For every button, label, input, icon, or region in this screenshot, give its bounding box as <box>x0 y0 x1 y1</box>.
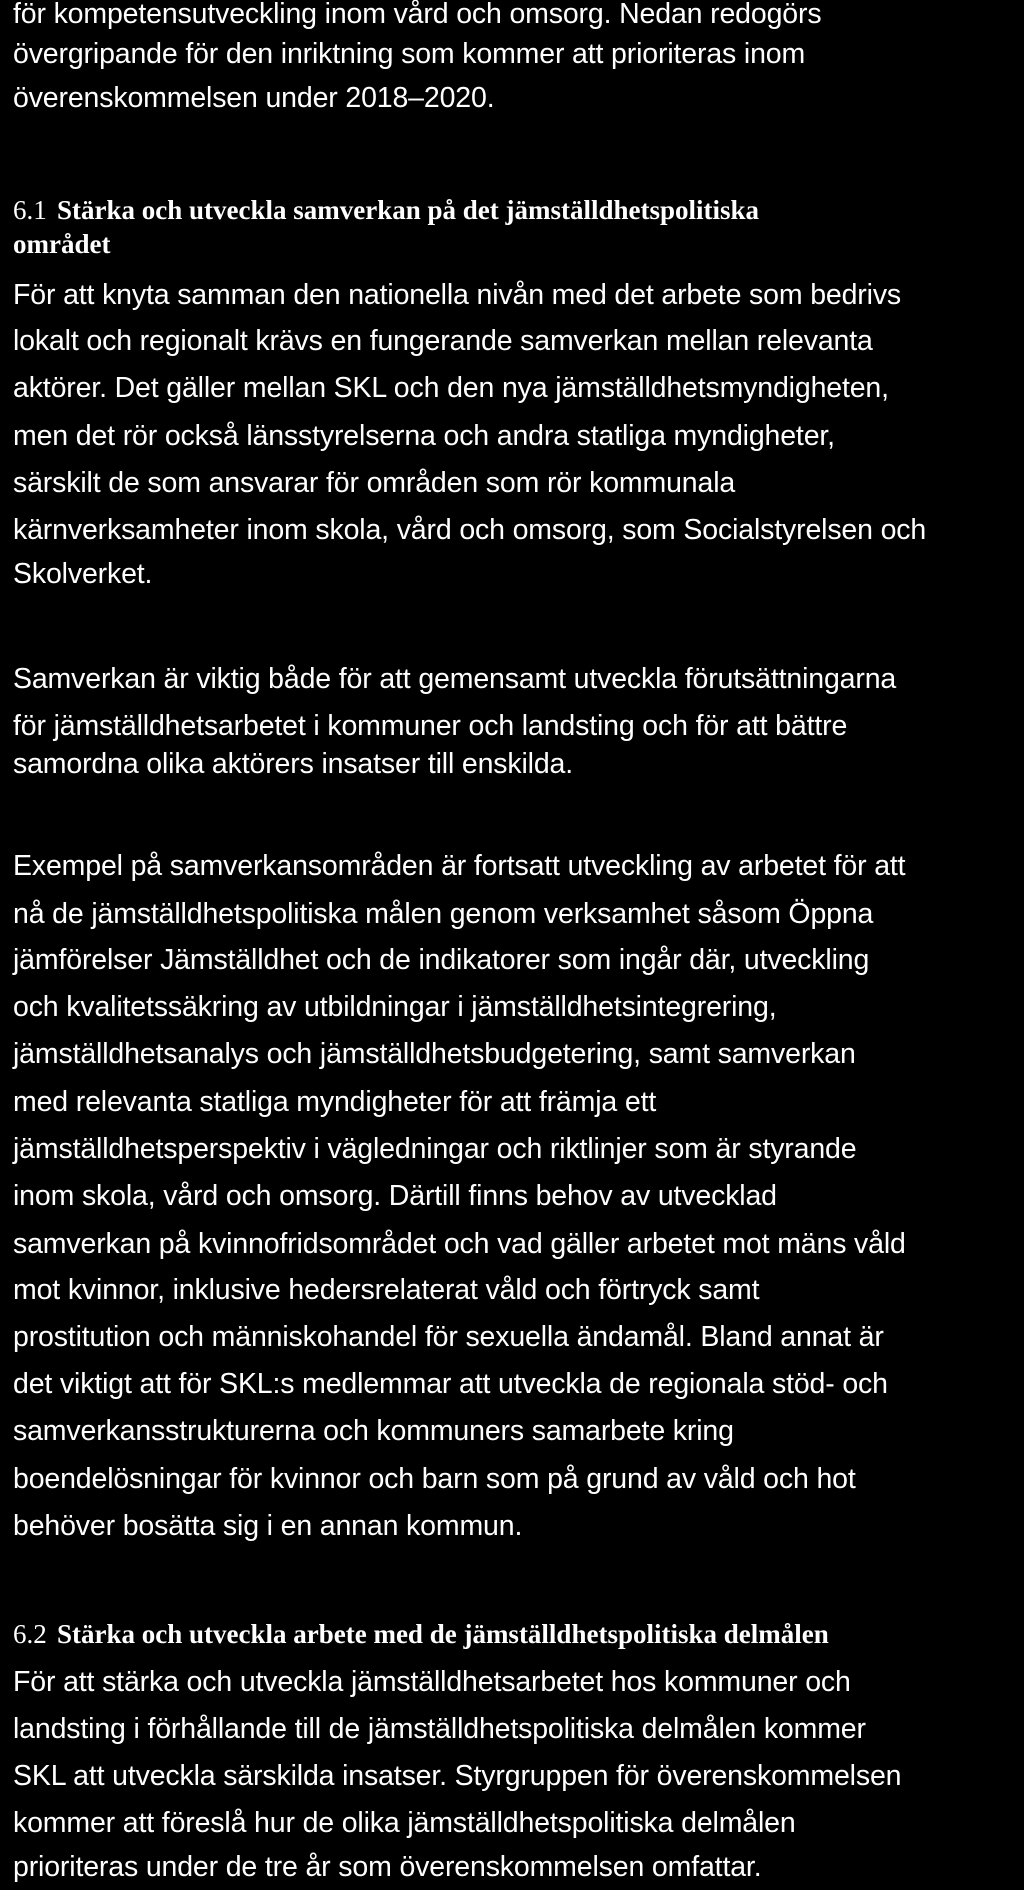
text-line: jämställdhetsanalys och jämställdhetsbudgetering, samt samverkan <box>13 1038 856 1070</box>
section-number: 6.1 <box>13 195 47 225</box>
text-line: För att stärka och utveckla jämställdhetsarbetet hos kommuner och <box>13 1666 851 1698</box>
text-line: boendelösningar för kvinnor och barn som på grund av våld och hot <box>13 1463 856 1495</box>
text-line: mot kvinnor, inklusive hedersrelaterat våld och förtryck samt <box>13 1274 760 1306</box>
text-line: kärnverksamheter inom skola, vård och omsorg, som Socialstyrelsen och <box>13 514 927 546</box>
text-line: Skolverket. <box>13 558 153 590</box>
section-title: Stärka och utveckla samverkan på det jämställdhetspolitiska <box>57 195 760 225</box>
text-line: behöver bosätta sig i en annan kommun. <box>13 1510 523 1542</box>
text-line: överenskommelsen under 2018–2020. <box>13 82 495 114</box>
text-line: Exempel på samverkansområden är fortsatt utveckling av arbetet för att <box>13 850 906 882</box>
text-line: nå de jämställdhetspolitiska målen genom verksamhet såsom Öppna <box>13 898 874 930</box>
text-line: med relevanta statliga myndigheter för att främja ett <box>13 1086 657 1118</box>
text-line: prioriteras under de tre år som överenskommelsen omfattar. <box>13 1851 762 1883</box>
text-line: Samverkan är viktig både för att gemensamt utveckla förutsättningarna <box>13 663 897 695</box>
text-line: samordna olika aktörers insatser till enskilda. <box>13 748 574 780</box>
text-line: kommer att föreslå hur de olika jämställdhetspolitiska delmålen <box>13 1807 796 1839</box>
text-line: landsting i förhållande till de jämställdhetspolitiska delmålen kommer <box>13 1713 866 1745</box>
text-line: för kompetensutveckling inom vård och omsorg. Nedan redogörs <box>13 0 822 30</box>
text-line: jämställdhetsperspektiv i vägledningar och riktlinjer som är styrande <box>13 1133 857 1165</box>
text-line: men det rör också länsstyrelserna och andra statliga myndigheter, <box>13 420 835 452</box>
section-title: Stärka och utveckla arbete med de jämställdhetspolitiska delmålen <box>57 1619 829 1649</box>
text-line: samverkansstrukturerna och kommuners samarbete kring <box>13 1415 734 1447</box>
section-title-continued: området <box>13 229 111 259</box>
text-line: aktörer. Det gäller mellan SKL och den nya jämställdhetsmyndigheten, <box>13 372 889 404</box>
section-number: 6.2 <box>13 1619 47 1649</box>
text-line: inom skola, vård och omsorg. Därtill finns behov av utvecklad <box>13 1180 777 1212</box>
text-line: För att knyta samman den nationella nivån med det arbete som bedrivs <box>13 279 902 311</box>
text-line: lokalt och regionalt krävs en fungerande samverkan mellan relevanta <box>13 325 873 357</box>
text-line: och kvalitetssäkring av utbildningar i jämställdhetsintegrering, <box>13 991 777 1023</box>
text-line: övergripande för den inriktning som kommer att prioriteras inom <box>13 38 806 70</box>
text-line: jämförelser Jämställdhet och de indikatorer som ingår där, utveckling <box>13 944 870 976</box>
text-line: det viktigt att för SKL:s medlemmar att utveckla de regionala stöd- och <box>13 1368 888 1400</box>
text-line: prostitution och människohandel för sexuella ändamål. Bland annat är <box>13 1321 884 1353</box>
text-line: för jämställdhetsarbetet i kommuner och landsting och för att bättre <box>13 710 848 742</box>
text-line: SKL att utveckla särskilda insatser. Styrgruppen för överenskommelsen <box>13 1760 902 1792</box>
text-line: samverkan på kvinnofridsområdet och vad gäller arbetet mot mäns våld <box>13 1228 906 1260</box>
text-line: särskilt de som ansvarar för områden som rör kommunala <box>13 467 736 499</box>
